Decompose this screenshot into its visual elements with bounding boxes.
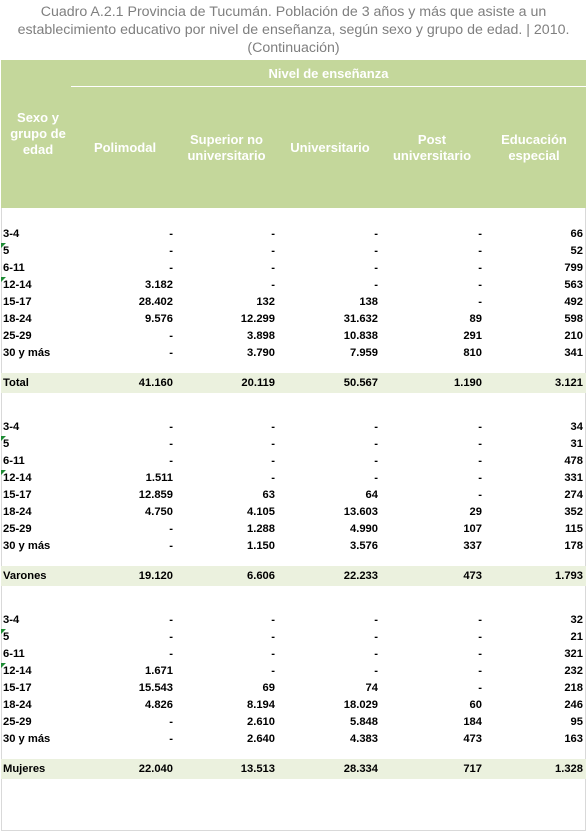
cell-value: - xyxy=(478,631,482,643)
row-label: 12-14 xyxy=(3,472,32,484)
cell-value: 3.790 xyxy=(247,347,275,359)
table-row xyxy=(0,419,587,436)
row-label: 6-11 xyxy=(3,455,25,467)
cell-value: 3.576 xyxy=(350,540,378,552)
cell-value: - xyxy=(169,438,173,450)
cell-value: - xyxy=(374,228,378,240)
cell-value: 492 xyxy=(564,296,583,308)
row-label: 25-29 xyxy=(3,716,32,728)
cell-value: - xyxy=(271,631,275,643)
row-label: 15-17 xyxy=(3,489,32,501)
table-row xyxy=(0,277,587,294)
cell-value: - xyxy=(169,245,173,257)
cell-value: 138 xyxy=(359,296,378,308)
cell-value: - xyxy=(478,245,482,257)
row-label: 5 xyxy=(3,245,10,257)
cell-value: 341 xyxy=(564,347,583,359)
cell-value: 799 xyxy=(564,262,583,274)
row-label: 5 xyxy=(3,631,10,643)
table-row xyxy=(0,260,587,277)
cell-value: - xyxy=(478,682,482,694)
table-row xyxy=(0,697,587,714)
row-label: 15-17 xyxy=(3,296,32,308)
cell-value: 598 xyxy=(564,313,583,325)
cell-value: - xyxy=(271,455,275,467)
cell-value: - xyxy=(169,455,173,467)
cell-value: 31.632 xyxy=(343,313,378,325)
cell-value: - xyxy=(478,489,482,501)
row-label: 3-4 xyxy=(3,421,20,433)
header-divider xyxy=(71,86,586,87)
total-label: Varones xyxy=(3,570,47,582)
cell-value: 4.990 xyxy=(350,523,378,535)
cell-value: - xyxy=(169,262,173,274)
cell-value: - xyxy=(478,262,482,274)
cell-value: 12.299 xyxy=(240,313,275,325)
cell-value: 4.105 xyxy=(247,506,275,518)
cell-value: 63 xyxy=(262,489,275,501)
total-label: Total xyxy=(3,377,29,389)
cell-value: 12.859 xyxy=(138,489,173,501)
total-value: 50.567 xyxy=(343,377,378,389)
cell-value: 8.194 xyxy=(247,699,275,711)
cell-value: 4.383 xyxy=(350,733,378,745)
cell-value: 5.848 xyxy=(350,716,378,728)
row-label: 30 y más xyxy=(3,347,51,359)
cell-value: 29 xyxy=(469,506,482,518)
table-row xyxy=(0,243,587,260)
cell-value: 274 xyxy=(564,489,583,501)
cell-value: - xyxy=(478,614,482,626)
cell-value: 60 xyxy=(469,699,482,711)
cell-value: 13.603 xyxy=(343,506,378,518)
title-line-2: establecimiento educativo por nivel de enseñanza, según sexo y grupo de edad. | 2010. xyxy=(17,22,570,38)
cell-value: 28.402 xyxy=(138,296,173,308)
table-row xyxy=(0,487,587,504)
cell-value: - xyxy=(271,614,275,626)
row-label: 6-11 xyxy=(3,648,25,660)
cell-value: - xyxy=(169,614,173,626)
cell-value: - xyxy=(271,438,275,450)
cell-value: 15.543 xyxy=(138,682,173,694)
cell-value: 89 xyxy=(469,313,482,325)
cell-value: - xyxy=(271,279,275,291)
row-label: 6-11 xyxy=(3,262,25,274)
total-value: 3.121 xyxy=(555,377,583,389)
total-value: 20.119 xyxy=(241,377,275,389)
header-group-label: Nivel de enseñanza xyxy=(268,66,389,81)
cell-value: 246 xyxy=(564,699,583,711)
cell-value: - xyxy=(271,665,275,677)
total-value: 1.328 xyxy=(555,763,583,775)
header-col-universitario: Universitario xyxy=(290,140,370,155)
row-label: 25-29 xyxy=(3,523,32,535)
total-label: Mujeres xyxy=(3,763,46,775)
row-label: 3-4 xyxy=(3,614,20,626)
cell-value: - xyxy=(374,472,378,484)
cell-value: 66 xyxy=(570,228,583,240)
total-row xyxy=(0,761,587,778)
header-col-polimodal: Polimodal xyxy=(93,140,157,155)
cell-value: 2.640 xyxy=(247,733,275,745)
cell-value: 95 xyxy=(570,716,583,728)
cell-value: 210 xyxy=(564,330,583,342)
cell-value: - xyxy=(478,228,482,240)
cell-value: 64 xyxy=(365,489,378,501)
table-row xyxy=(0,538,587,555)
table-row xyxy=(0,731,587,748)
cell-value: 291 xyxy=(463,330,482,342)
row-label: 5 xyxy=(3,438,10,450)
cell-value: 3.182 xyxy=(145,279,173,291)
cell-value: - xyxy=(169,733,173,745)
cell-value: - xyxy=(374,631,378,643)
cell-value: - xyxy=(374,665,378,677)
total-value: 717 xyxy=(463,763,482,775)
table-row xyxy=(0,680,587,697)
cell-value: - xyxy=(374,421,378,433)
cell-value: - xyxy=(271,648,275,660)
cell-value: - xyxy=(478,279,482,291)
cell-value: - xyxy=(374,262,378,274)
table-row xyxy=(0,646,587,663)
cell-value: 478 xyxy=(564,455,583,467)
title-line-1: Cuadro A.2.1 Provincia de Tucumán. Población de 3 años y más que asiste a un xyxy=(40,4,547,20)
total-value: 22.233 xyxy=(343,570,378,582)
cell-value: - xyxy=(478,648,482,660)
table-row xyxy=(0,294,587,311)
cell-value: - xyxy=(478,472,482,484)
cell-value: 1.150 xyxy=(247,540,275,552)
row-label: 25-29 xyxy=(3,330,32,342)
table-title xyxy=(0,3,587,57)
cell-value: 18.029 xyxy=(343,699,378,711)
cell-value: - xyxy=(169,540,173,552)
cell-value: 10.838 xyxy=(343,330,378,342)
cell-value: - xyxy=(169,347,173,359)
cell-value: 184 xyxy=(463,716,482,728)
row-label: 30 y más xyxy=(3,733,51,745)
cell-value: 74 xyxy=(365,682,378,694)
header-col-post: Post universitario xyxy=(392,132,472,163)
cell-value: 3.898 xyxy=(247,330,275,342)
table-row xyxy=(0,521,587,538)
cell-value: - xyxy=(374,614,378,626)
cell-value: 1.671 xyxy=(145,665,173,677)
row-label: 18-24 xyxy=(3,313,32,325)
cell-value: 810 xyxy=(463,347,482,359)
cell-value: - xyxy=(478,665,482,677)
cell-value: 218 xyxy=(564,682,583,694)
table-row xyxy=(0,612,587,629)
row-label: 15-17 xyxy=(3,682,32,694)
cell-value: - xyxy=(169,631,173,643)
total-value: 473 xyxy=(463,570,482,582)
cell-value: 563 xyxy=(564,279,583,291)
cell-value: - xyxy=(478,438,482,450)
cell-value: 21 xyxy=(570,631,583,643)
cell-value: - xyxy=(478,296,482,308)
cell-value: - xyxy=(169,421,173,433)
table-row xyxy=(0,226,587,243)
table-row xyxy=(0,345,587,362)
row-label: 3-4 xyxy=(3,228,20,240)
cell-value: 337 xyxy=(463,540,482,552)
table-row xyxy=(0,504,587,521)
cell-value: 163 xyxy=(564,733,583,745)
cell-value: - xyxy=(374,455,378,467)
cell-value: 232 xyxy=(564,665,583,677)
cell-value: 178 xyxy=(564,540,583,552)
total-value: 22.040 xyxy=(138,763,173,775)
total-value: 13.513 xyxy=(240,763,275,775)
total-value: 1.190 xyxy=(454,377,482,389)
cell-value: 115 xyxy=(564,523,583,535)
row-label: 30 y más xyxy=(3,540,51,552)
header-col-especial: Educación especial xyxy=(501,132,567,163)
cell-value: - xyxy=(374,279,378,291)
header-col-superior: Superior no universitario xyxy=(187,132,266,163)
cell-value: 1.511 xyxy=(145,472,173,484)
total-value: 1.793 xyxy=(555,570,583,582)
cell-value: 52 xyxy=(570,245,583,257)
total-row xyxy=(0,375,587,392)
cell-value: 2.610 xyxy=(247,716,275,728)
cell-value: - xyxy=(271,262,275,274)
row-label: 18-24 xyxy=(3,506,32,518)
cell-value: 321 xyxy=(564,648,583,660)
cell-value: - xyxy=(271,472,275,484)
cell-value: - xyxy=(169,228,173,240)
total-value: 28.334 xyxy=(343,763,378,775)
total-value: 6.606 xyxy=(247,570,275,582)
cell-value: - xyxy=(478,421,482,433)
cell-value: - xyxy=(271,421,275,433)
header-row-label: Sexo y grupo de edad xyxy=(10,110,66,157)
table-row xyxy=(0,470,587,487)
total-value: 19.120 xyxy=(138,570,173,582)
cell-value: 69 xyxy=(262,682,275,694)
cell-value: 31 xyxy=(570,438,583,450)
table-row xyxy=(0,714,587,731)
row-label: 12-14 xyxy=(3,665,32,677)
table-row xyxy=(0,328,587,345)
cell-value: 4.826 xyxy=(145,699,173,711)
total-row xyxy=(0,568,587,585)
cell-value: - xyxy=(374,245,378,257)
cell-value: - xyxy=(271,228,275,240)
table-header xyxy=(1,60,586,208)
cell-value: - xyxy=(169,716,173,728)
cell-value: - xyxy=(374,438,378,450)
cell-value: - xyxy=(374,648,378,660)
table-row xyxy=(0,663,587,680)
cell-value: 331 xyxy=(564,472,583,484)
cell-value: 4.750 xyxy=(145,506,173,518)
total-value: 41.160 xyxy=(138,377,173,389)
cell-value: 34 xyxy=(570,421,583,433)
cell-value: - xyxy=(169,648,173,660)
title-line-3: (Continuación) xyxy=(247,40,340,56)
table-row xyxy=(0,311,587,328)
cell-value: 1.288 xyxy=(247,523,275,535)
cell-value: - xyxy=(169,523,173,535)
cell-value: - xyxy=(169,330,173,342)
row-label: 18-24 xyxy=(3,699,32,711)
table-row xyxy=(0,453,587,470)
cell-value: - xyxy=(271,245,275,257)
cell-value: 107 xyxy=(463,523,482,535)
table-row xyxy=(0,436,587,453)
cell-value: 132 xyxy=(256,296,275,308)
row-label: 12-14 xyxy=(3,279,32,291)
cell-value: 9.576 xyxy=(145,313,173,325)
cell-value: 32 xyxy=(570,614,583,626)
cell-value: - xyxy=(478,455,482,467)
cell-value: 473 xyxy=(463,733,482,745)
table-row xyxy=(0,629,587,646)
cell-value: 7.959 xyxy=(350,347,378,359)
cell-value: 352 xyxy=(564,506,583,518)
